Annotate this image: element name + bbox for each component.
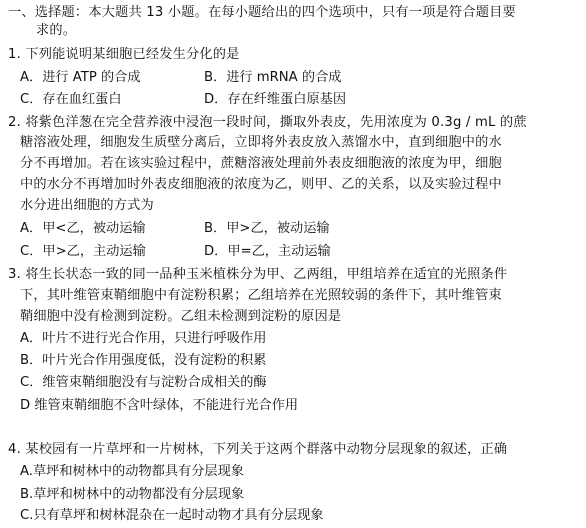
question-4-option-b: B.草坪和树林中的动物都没有分层现象: [20, 487, 245, 502]
question-1-option-b: B．进行 mRNA 的合成: [204, 70, 342, 85]
question-2-stem-line-3: 分不再增加。若在该实验过程中，蔗糖溶液处理前外表皮细胞液的浓度为甲，细胞: [20, 156, 502, 171]
question-1-stem: 1. 下列能说明某细胞已经发生分化的是: [8, 47, 240, 62]
question-4-option-a: A.草坪和树林中的动物都具有分层现象: [20, 464, 244, 479]
question-2-stem-line-2: 糖溶液处理，细胞发生质壁分离后，立即将外表皮放入蒸馏水中，直到细胞中的水: [20, 135, 502, 150]
question-3-stem-line-1: 3. 将生长状态一致的同一品种玉米植株分为甲、乙两组，甲组培养在适宜的光照条件: [8, 267, 508, 282]
question-2-stem-line-4: 中的水分不再增加时外表皮细胞液的浓度为乙，则甲、乙的关系，以及实验过程中: [20, 177, 502, 192]
question-1-option-c: C．存在血红蛋白: [20, 92, 122, 107]
question-3-stem-line-3: 鞘细胞中没有检测到淀粉。乙组未检测到淀粉的原因是: [20, 309, 342, 324]
question-4-stem: 4. 某校园有一片草坪和一片树林，下列关于这两个群落中动物分层现象的叙述，正确: [8, 442, 508, 457]
question-1-option-d: D．存在纤维蛋白原基因: [204, 92, 347, 107]
question-2-stem-line-1: 2. 将紫色洋葱在完全营养液中浸泡一段时间，撕取外表皮，先用浓度为 0.3g / mL 的蔗: [8, 115, 527, 130]
question-4-option-c: C.只有草坪和树林混杂在一起时动物才具有分层现象: [20, 508, 324, 523]
question-3-option-d: D 维管束鞘细胞不含叶绿体，不能进行光合作用: [20, 398, 299, 413]
section-header-line-2: 求的。: [36, 23, 77, 38]
question-2-stem-line-5: 水分进出细胞的方式为: [20, 198, 154, 213]
question-3-option-b: B．叶片光合作用强度低，没有淀粉的积累: [20, 353, 267, 368]
question-2-option-a: A．甲<乙，被动运输: [20, 221, 146, 236]
question-3-option-a: A．叶片不进行光合作用，只进行呼吸作用: [20, 331, 267, 346]
question-2-option-c: C．甲>乙，主动运输: [20, 244, 146, 259]
question-2-option-b: B．甲>乙，被动运输: [204, 221, 330, 236]
question-3-stem-line-2: 下，其叶维管束鞘细胞中有淀粉积累；乙组培养在光照较弱的条件下，其叶维管束: [20, 288, 502, 303]
question-3-option-c: C．维管束鞘细胞没有与淀粉合成相关的酶: [20, 375, 267, 390]
question-2-option-d: D．甲=乙，主动运输: [204, 244, 331, 259]
question-1-option-a: A．进行 ATP 的合成: [20, 70, 141, 85]
section-header-line-1: 一、选择题：本大题共 13 小题。在每小题给出的四个选项中，只有一项是符合题目要: [8, 5, 516, 20]
